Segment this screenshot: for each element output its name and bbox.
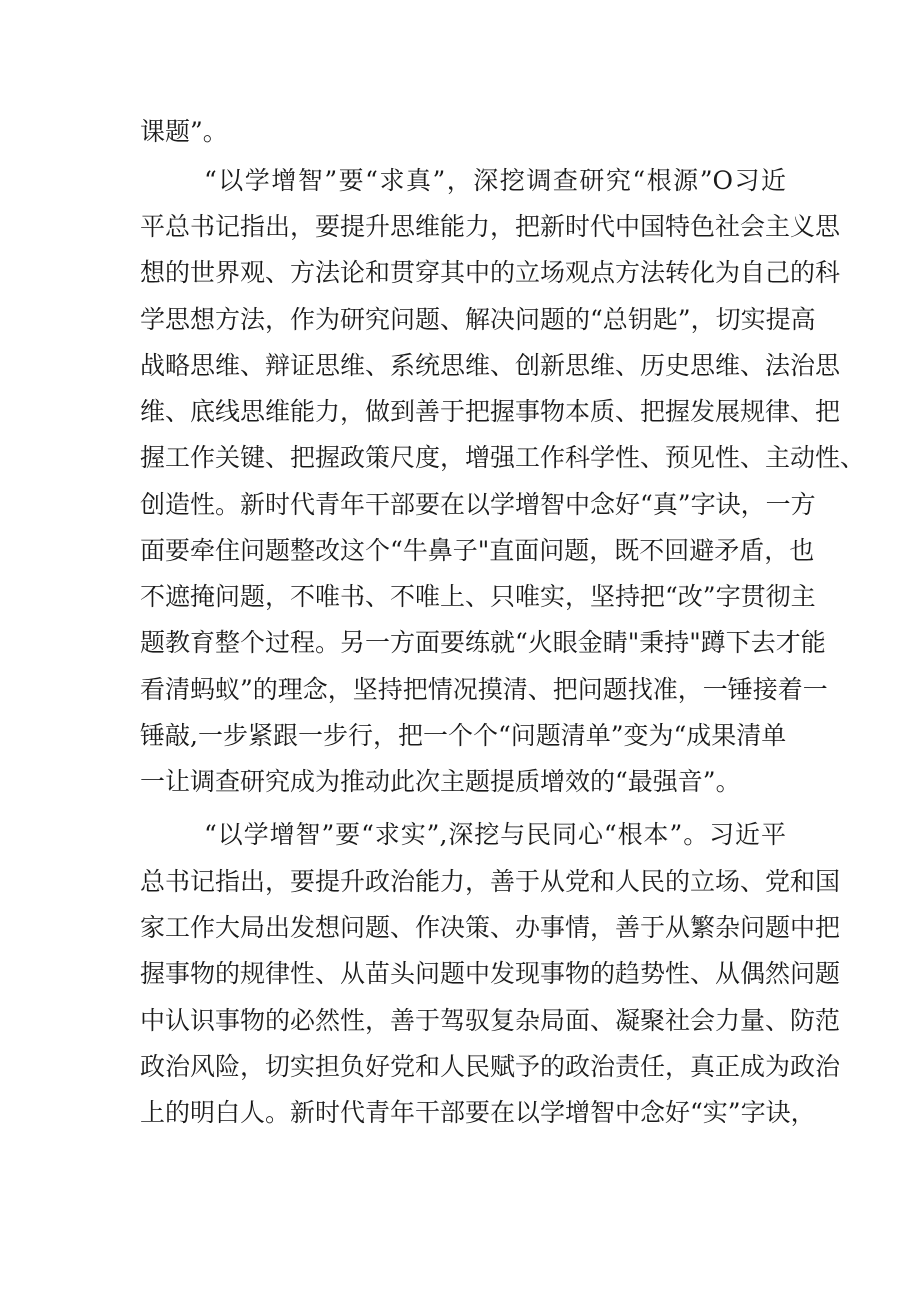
text-line: 政治风险，切实担负好党和人民赋予的政治责任，真正成为政治 bbox=[140, 1052, 841, 1081]
text-line: 看清蚂蚁”的理念，坚持把情况摸清、把问题找准，一锤接着一 bbox=[140, 675, 828, 704]
paragraph-first-line: “以学增智”要“求真”，深挖调查研究“根源”O习近 bbox=[204, 166, 786, 195]
text-line: 上的明白人。新时代青年干部要在以学增智中念好“实”字诀， bbox=[140, 1098, 816, 1127]
text-line: 维、底线思维能力，做到善于把握事物本质、把握发展规律、把 bbox=[140, 397, 841, 426]
text-line: 课题”。 bbox=[140, 117, 228, 146]
text-line: 握事物的规律性、从苗头问题中发现事物的趋势性、从偶然问题 bbox=[140, 959, 841, 988]
text-line: 总书记指出，要提升政治能力，善于从党和人民的立场、党和国 bbox=[140, 867, 841, 896]
text-line: 不遮掩问题，不唯书、不唯上、只唯实，坚持把“改”字贯彻主 bbox=[140, 582, 816, 611]
text-line: 面要牵住问题整改这个“牛鼻子"直面问题，既不回避矛盾，也 bbox=[140, 536, 815, 565]
text-line: 家工作大局出发想问题、作决策、办事情，善于从繁杂问题中把 bbox=[140, 913, 841, 942]
text-line: 中认识事物的必然性，善于驾驭复杂局面、凝聚社会力量、防范 bbox=[140, 1006, 841, 1035]
text-line: 平总书记指出，要提升思维能力，把新时代中国特色社会主义思 bbox=[140, 212, 841, 241]
text-line: 握工作关键、把握政策尺度，增强工作科学性、预见性、主动性、 bbox=[140, 443, 866, 472]
text-line: 学思想方法，作为研究问题、解决问题的“总钥匙”，切实提高 bbox=[140, 305, 816, 334]
paragraph-first-line: “以学增智”要“求实”,深挖与民同心“根本”。习近平 bbox=[204, 820, 786, 849]
text-line: 创造性。新时代青年干部要在以学增智中念好“真”字诀，一方 bbox=[140, 490, 816, 519]
text-line: 想的世界观、方法论和贯穿其中的立场观点方法转化为自己的科 bbox=[140, 258, 841, 287]
text-line: 战略思维、辩证思维、系统思维、创新思维、历史思维、法治思 bbox=[140, 351, 841, 380]
paragraph-last-line: 一让调查研究成为推动此次主题提质增效的“最强音”。 bbox=[140, 767, 741, 796]
text-line: 锤敲,一步紧跟一步行，把一个个“问题清单”变为“成果清单 bbox=[140, 721, 787, 750]
text-line: 题教育整个过程。另一方面要练就“火眼金睛"秉持"蹲下去才能 bbox=[140, 628, 826, 657]
